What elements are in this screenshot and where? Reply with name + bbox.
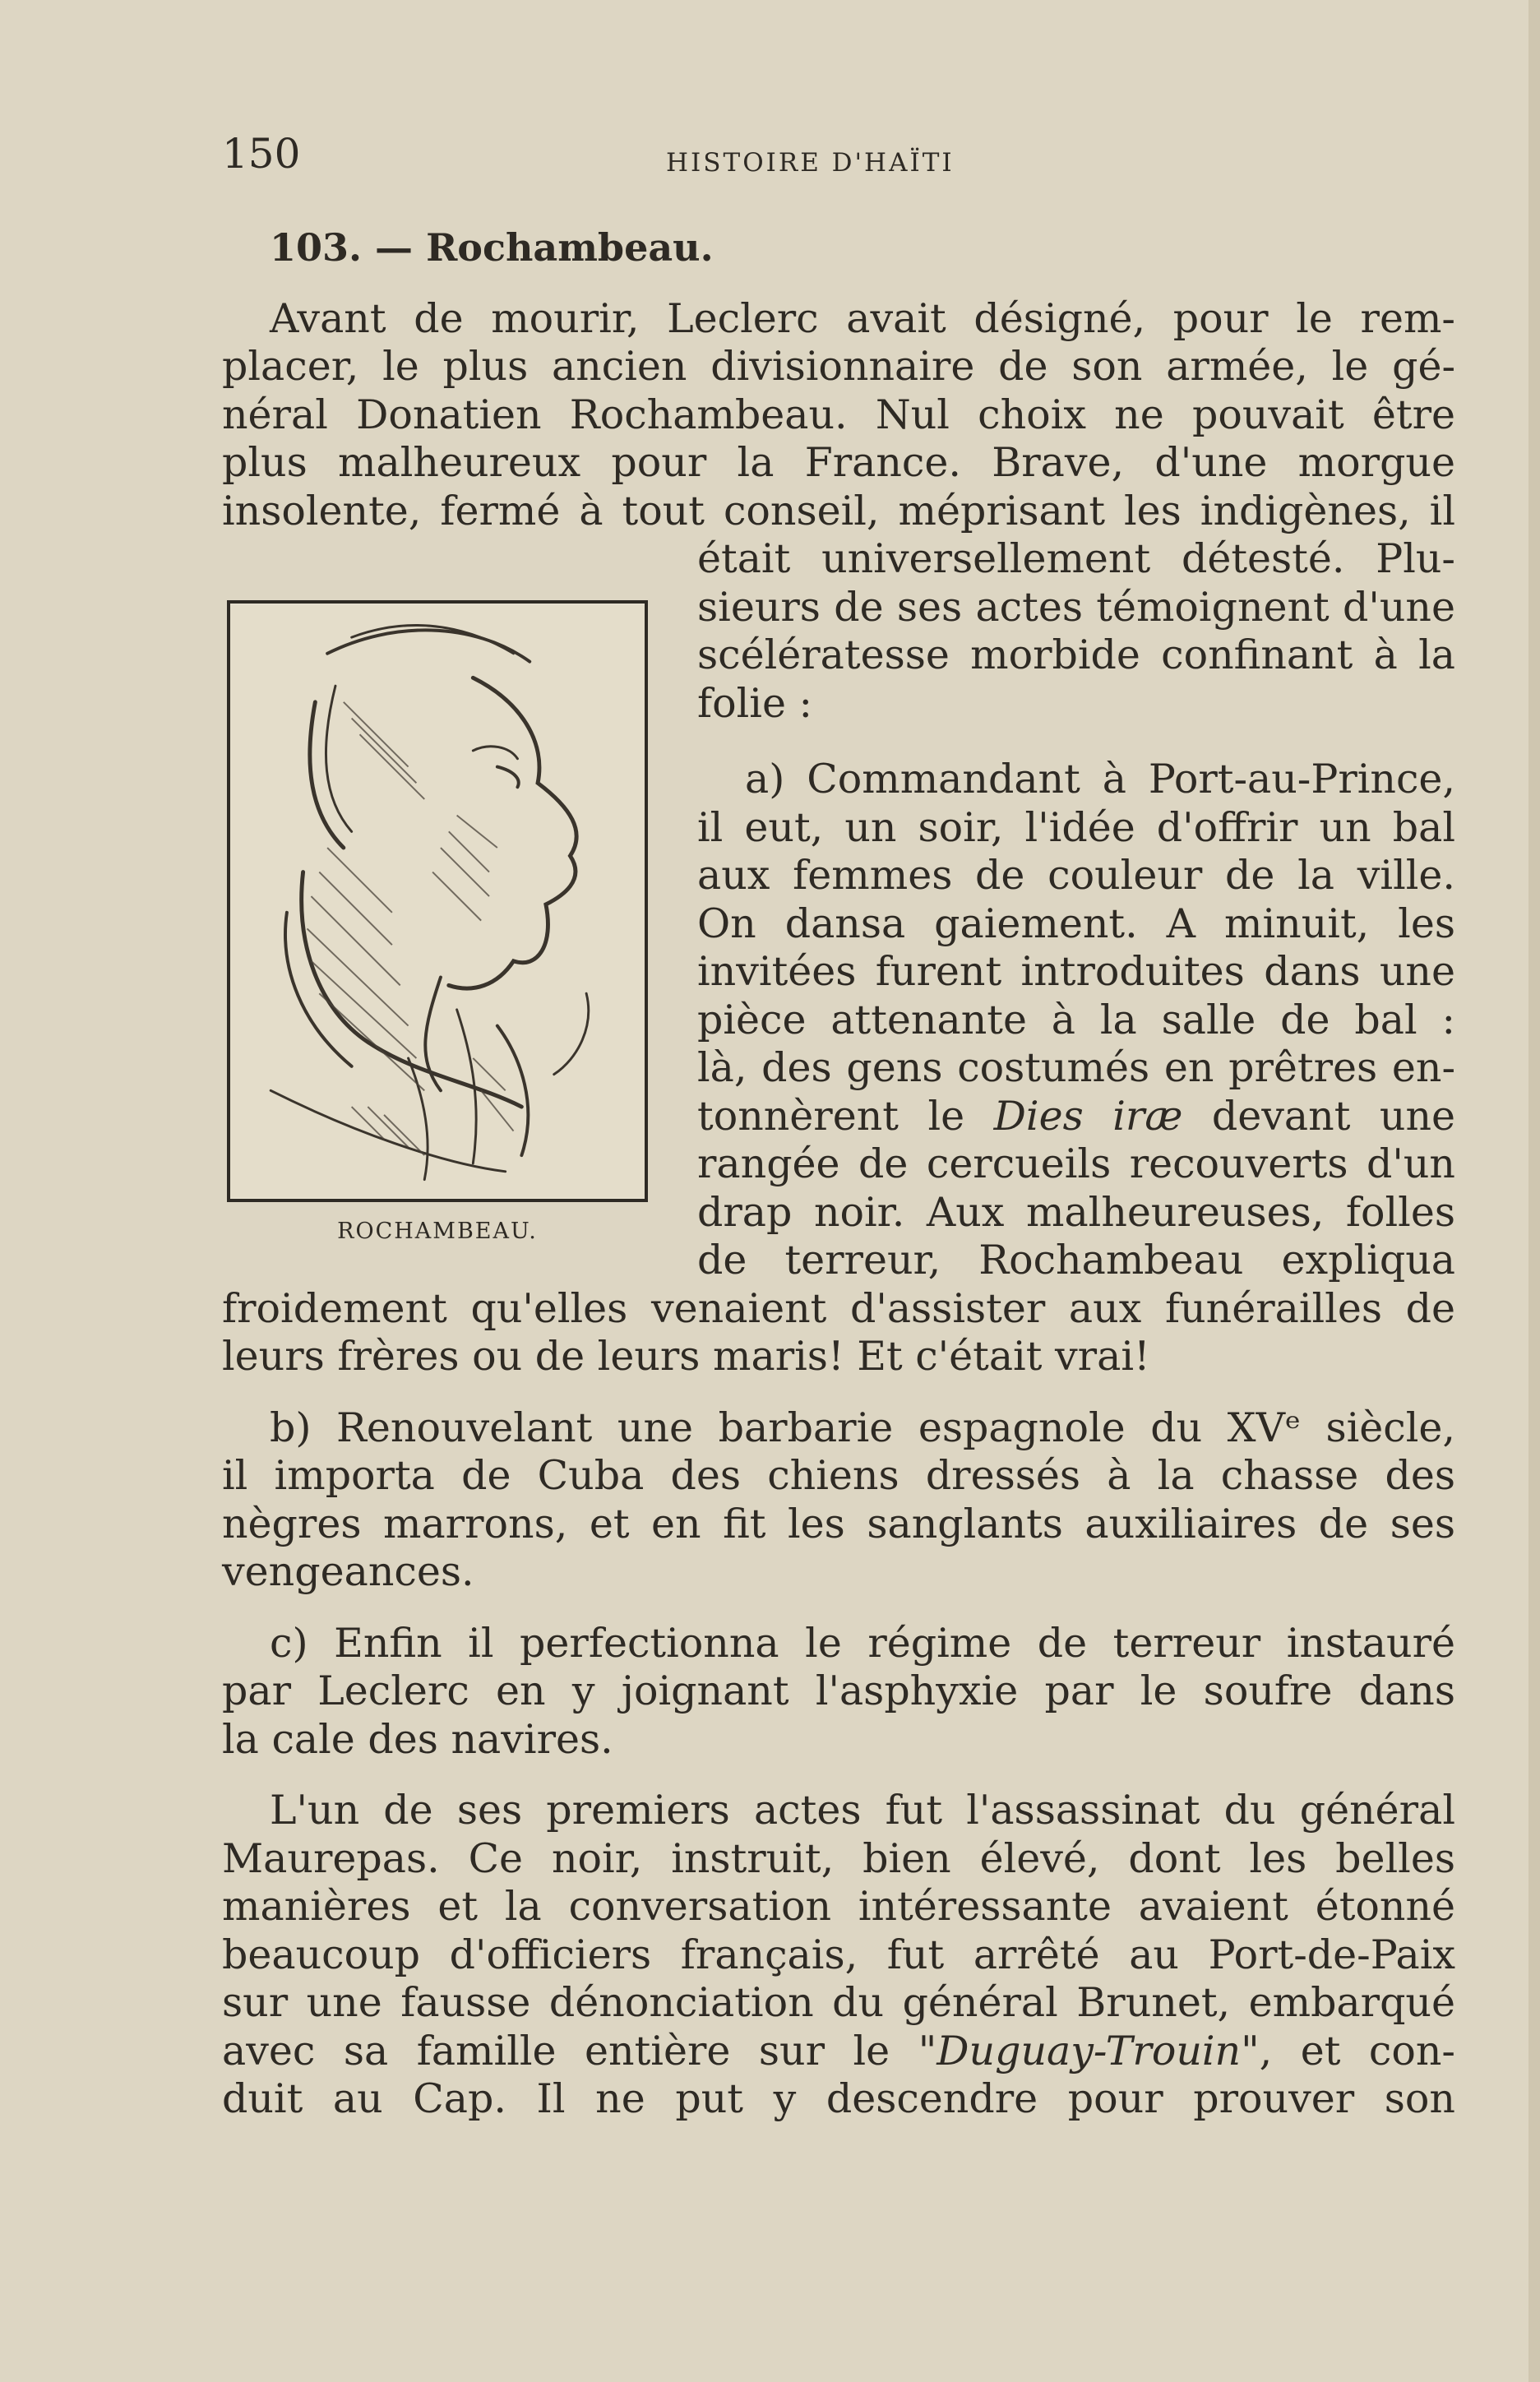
text-line: manières et la conversation intéressante avaient étonné xyxy=(222,1883,1455,1930)
text-line: plus malheureux pour la France. Brave, d'une morgue xyxy=(222,439,1455,486)
text-line: de terreur, Rochambeau expliqua xyxy=(697,1237,1455,1284)
text-line: beaucoup d'officiers français, fut arrêté au Port-de-Paix xyxy=(222,1931,1455,1978)
text-line: sieurs de ses actes témoignent d'une xyxy=(697,583,1455,631)
text-fragment: , et con- xyxy=(1259,2027,1455,2074)
text-line: c) Enfin il perfectionna le régime de terreur instauré xyxy=(270,1619,1455,1667)
text-line: vengeances. xyxy=(222,1548,474,1595)
ship-name: "Duguay-Trouin" xyxy=(918,2027,1260,2074)
text-line: b) Renouvelant une barbarie espagnole du XVᵉ siècle, xyxy=(270,1404,1455,1451)
text-line: pièce attenante à la salle de bal : xyxy=(697,996,1455,1043)
running-head xyxy=(222,130,1455,187)
text-line: On dansa gaiement. A minuit, les xyxy=(697,900,1455,947)
text-line: invitées furent introduites dans une xyxy=(697,948,1455,995)
running-title: HISTOIRE D'HAÏTI xyxy=(666,148,955,178)
text-line: il eut, un soir, l'idée d'offrir un bal xyxy=(697,803,1455,851)
page-edge xyxy=(1528,0,1540,2382)
text-line: nègres marrons, et en fit les sanglants auxiliaires de ses xyxy=(222,1500,1455,1547)
text-line: L'un de ses premiers actes fut l'assassinat du général xyxy=(270,1787,1455,1834)
text-fragment: devant une xyxy=(1182,1092,1455,1140)
text-line xyxy=(222,2028,1455,2076)
text-line: par Leclerc en y joignant l'asphyxie par le soufre dans xyxy=(222,1667,1455,1714)
text-line: froidement qu'elles venaient d'assister aux funérailles de xyxy=(222,1284,1455,1332)
portrait-caption: ROCHAMBEAU. xyxy=(337,1219,538,1244)
text-line: sur une fausse dénonciation du général Brunet, embarqué xyxy=(222,1979,1455,2026)
text-line: néral Donatien Rochambeau. Nul choix ne pouvait être xyxy=(222,391,1455,438)
text-fragment: tonnèrent le xyxy=(697,1092,994,1140)
body-text xyxy=(222,224,1455,2124)
text-line: Avant de mourir, Leclerc avait désigné, pour le rem- xyxy=(270,294,1455,342)
text-line: rangée de cercueils recouverts d'un xyxy=(697,1140,1455,1187)
text-line: scélératesse morbide confinant à la xyxy=(697,631,1455,678)
text-line: Maurepas. Ce noir, instruit, bien élevé, dont les belles xyxy=(222,1834,1455,1882)
page-number: 150 xyxy=(222,130,301,178)
text-line: aux femmes de couleur de la ville. xyxy=(697,852,1455,899)
latin-phrase: Dies iræ xyxy=(993,1092,1183,1140)
text-line: duit au Cap. Il ne put y descendre pour prouver son xyxy=(222,2075,1455,2122)
text-line: leurs frères ou de leurs maris! Et c'était vrai! xyxy=(222,1333,1150,1380)
text-line: drap noir. Aux malheureuses, folles xyxy=(697,1188,1455,1236)
text-line: placer, le plus ancien divisionnaire de son armée, le gé- xyxy=(222,343,1455,390)
section-heading: 103. — Rochambeau. xyxy=(270,225,714,270)
text-line: folie : xyxy=(697,679,813,727)
text-line: a) Commandant à Port-au-Prince, xyxy=(745,756,1455,802)
text-line: là, des gens costumés en prêtres en- xyxy=(697,1044,1455,1091)
text-line: la cale des navires. xyxy=(222,1715,613,1763)
text-line xyxy=(697,1093,1455,1141)
text-line: était universellement détesté. Plu- xyxy=(697,535,1455,582)
text-line: il importa de Cuba des chiens dressés à la chasse des xyxy=(222,1452,1455,1499)
text-fragment: avec sa famille entière sur le xyxy=(222,2027,918,2074)
text-line: insolente, fermé à tout conseil, méprisant les indigènes, il xyxy=(222,487,1455,534)
